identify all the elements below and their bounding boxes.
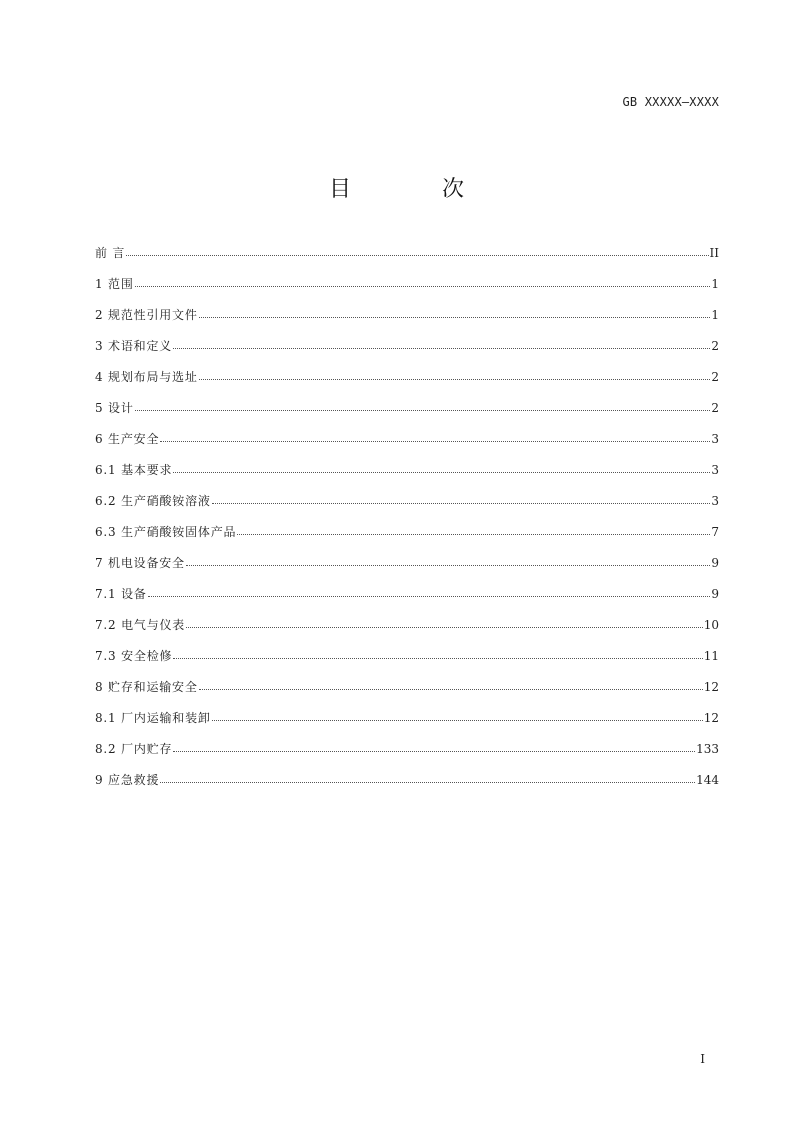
toc-entry[interactable] xyxy=(95,771,719,802)
toc-entry-label: 5 设计 xyxy=(95,401,134,415)
toc-entry-label: 7 机电设备安全 xyxy=(95,556,185,570)
toc-leader-dots xyxy=(173,739,695,752)
toc-entry-page: 10 xyxy=(703,618,719,632)
toc-entry-label: 6.1 基本要求 xyxy=(95,463,173,477)
toc-entry-page: 3 xyxy=(711,463,719,477)
toc-entry-page: 12 xyxy=(703,680,719,694)
toc-leader-dots xyxy=(135,274,711,287)
standard-code: GB XXXXX—XXXX xyxy=(622,95,719,109)
toc-entry-page: 133 xyxy=(696,742,719,756)
toc-entry-page: 9 xyxy=(711,556,719,570)
toc-entry-page: 1 xyxy=(711,277,719,291)
toc-entry[interactable] xyxy=(95,709,719,740)
footer-page-number: I xyxy=(700,1052,705,1066)
toc-entry[interactable] xyxy=(95,399,719,430)
toc-entry-label: 8.1 厂内运输和装卸 xyxy=(95,711,211,725)
toc-entry[interactable] xyxy=(95,368,719,399)
toc-leader-dots xyxy=(199,367,711,380)
toc-entry-page: 11 xyxy=(703,649,719,663)
toc-leader-dots xyxy=(160,770,695,783)
toc-entry-label: 9 应急救援 xyxy=(95,773,160,787)
toc-entry-label: 6 生产安全 xyxy=(95,432,160,446)
toc-leader-dots xyxy=(237,522,710,535)
toc-leader-dots xyxy=(160,429,710,442)
toc-leader-dots xyxy=(199,677,703,690)
toc-entry[interactable] xyxy=(95,585,719,616)
toc-leader-dots xyxy=(173,460,710,473)
toc-entry-label: 3 术语和定义 xyxy=(95,339,173,353)
toc-entry-page: 3 xyxy=(711,432,719,446)
toc-entry-label: 6.3 生产硝酸铵固体产品 xyxy=(95,525,237,539)
toc-entry[interactable] xyxy=(95,430,719,461)
toc-entry[interactable] xyxy=(95,678,719,709)
toc-leader-dots xyxy=(186,553,711,566)
toc-entry[interactable] xyxy=(95,554,719,585)
toc-entry-label: 7.1 设备 xyxy=(95,587,147,601)
toc-entry-label: 7.3 安全检修 xyxy=(95,649,173,663)
toc-leader-dots xyxy=(135,398,711,411)
toc-entry-page: 3 xyxy=(711,494,719,508)
toc-entry[interactable] xyxy=(95,461,719,492)
toc-entry[interactable] xyxy=(95,306,719,337)
toc-leader-dots xyxy=(212,491,711,504)
table-of-contents xyxy=(95,244,719,802)
toc-entry[interactable] xyxy=(95,616,719,647)
toc-entry[interactable] xyxy=(95,275,719,306)
toc-entry-label: 7.2 电气与仪表 xyxy=(95,618,186,632)
toc-entry-label: 8 贮存和运输安全 xyxy=(95,680,198,694)
toc-entry[interactable] xyxy=(95,523,719,554)
toc-entry-page: 2 xyxy=(711,339,719,353)
toc-leader-dots xyxy=(186,615,703,628)
toc-entry[interactable] xyxy=(95,244,719,275)
toc-entry-label: 2 规范性引用文件 xyxy=(95,308,198,322)
toc-entry-page: 2 xyxy=(711,370,719,384)
toc-entry-label: 6.2 生产硝酸铵溶液 xyxy=(95,494,211,508)
toc-entry-page: 7 xyxy=(711,525,719,539)
toc-entry-page: II xyxy=(709,246,719,260)
toc-leader-dots xyxy=(212,708,703,721)
toc-entry-page: 144 xyxy=(696,773,719,787)
toc-entry-page: 1 xyxy=(711,308,719,322)
toc-entry-label: 1 范围 xyxy=(95,277,134,291)
toc-entry[interactable] xyxy=(95,647,719,678)
toc-entry-label: 前 言 xyxy=(95,246,126,260)
toc-entry[interactable] xyxy=(95,492,719,523)
toc-entry[interactable] xyxy=(95,740,719,771)
toc-entry-page: 2 xyxy=(711,401,719,415)
toc-entry-label: 4 规划布局与选址 xyxy=(95,370,198,384)
page-title: 目 次 xyxy=(329,177,506,202)
toc-leader-dots xyxy=(148,584,711,597)
toc-leader-dots xyxy=(199,305,711,318)
toc-leader-dots xyxy=(173,336,710,349)
toc-entry-page: 12 xyxy=(703,711,719,725)
toc-leader-dots xyxy=(173,646,702,659)
toc-entry-page: 9 xyxy=(711,587,719,601)
toc-entry-label: 8.2 厂内贮存 xyxy=(95,742,173,756)
toc-entry[interactable] xyxy=(95,337,719,368)
toc-leader-dots xyxy=(126,243,708,256)
